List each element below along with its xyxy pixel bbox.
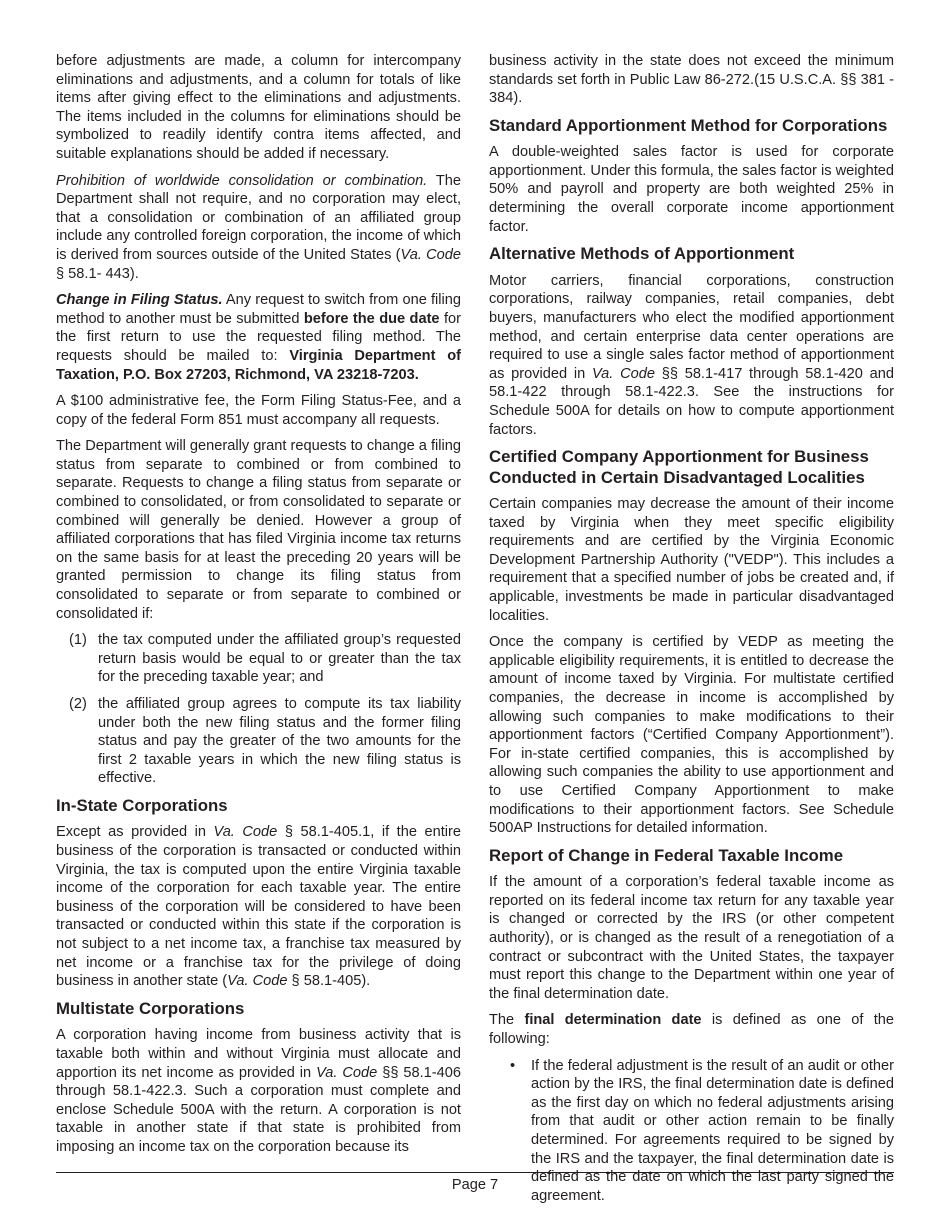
list-item: (1) the tax computed under the affiliated group’s requested return basis would be equal to or greater than the tax for the preceding taxable year; and (69, 632, 461, 686)
certified-heading: Certified Company Apportionment for Business Conducted in Certain Disadvantaged Localities (489, 447, 869, 487)
list-item: (2) the affiliated group agrees to compute its tax liability under both the new filing status and the former filing status and pay the greater of the two amounts for the first 2 taxable years in which the new filing status is effective. (69, 696, 461, 787)
intro-paragraph: before adjustments are made, a column for intercompany eliminations and adjustments, and a column for totals of like items after giving effect to the eliminations and adjustments. The items included in the columns for eliminations should be symbolized to readily identify contra items affected, and suitable explanations should be added if necessary. (56, 53, 461, 162)
grant-paragraph: The Department will generally grant requests to change a filing status from separate to combined or from combined to separate. Requests to change a filing status from separate or combined to consolidated, or from consolidated to separate or combined will generally be denied. However a group of affiliated corporations that has filed Virginia income tax returns on the same basis for at least the preceding 20 years will be granted permission to change its filing status from consolidated to separate or from separate to combined or consolidated if: (56, 438, 461, 622)
prohibition-heading: Prohibition of worldwide consolidation or combination. (56, 172, 428, 189)
multistate-heading: Multistate Corporations (56, 998, 245, 1018)
continued-paragraph: business activity in the state does not exceed the minimum standards set forth in Public Law 86-272.(15 U.S.C.A. §§ 381 - 384). (489, 53, 894, 107)
list-item: • If the federal adjustment is the result of an audit or other action by the IRS, the final determination date is defined as the first day on which no federal adjustments arising from that audit or other action remain to be finally determined. For agreements required to be signed by the IRS and the taxpayer, the final determination date is defined as the date on which the last party signed the agreement. (510, 1057, 894, 1204)
standard-heading: Standard Apportionment Method for Corporations (489, 115, 888, 135)
fee-paragraph: A $100 administrative fee, the Form Filing Status-Fee, and a copy of the federal Form 851 must accompany all requests. (56, 393, 461, 428)
instate-paragraph: Except as provided in Va. Code § 58.1-405.1, if the entire business of the corporation is transacted or conducted within Virginia, the tax is computed upon the entire Virginia taxable income of the corporation for each taxable year. The entire business of the corporation will be considered to have been transacted or conducted within this state if the corporation is not subject to a net income tax, a franchise tax measured by net income or a franchise tax for the privilege of doing business in another state (Va. Code § 58.1-405). (56, 824, 461, 990)
multistate-paragraph: A corporation having income from business activity that is taxable both within and without Virginia must allocate and apportion its net income as provided in Va. Code §§ 58.1-406 through 58.1-422.3. Such a corporation must complete and enclose Schedule 500A with the return. A corporation is not taxable in another state if that state is prohibited from imposing an income tax on the corporation because its (56, 1027, 461, 1155)
standard-paragraph: A double-weighted sales factor is used for corporate apportionment. Under this formula, the sales factor is weighted 50% and payroll and property are both weighted 25% in determining the overall corporate income apportionment factor. (489, 144, 894, 235)
report-paragraph-2: The final determination date is defined as one of the following: (489, 1012, 895, 1048)
certified-paragraph-1: Certain companies may decrease the amount of their income taxed by Virginia when they meet specific eligibility requirements and are certified by the Virginia Economic Development Partnership Authority ("VEDP"). This includes a requirement that a specified number of jobs be created and, if applicable, investments be made in particular disadvantaged localities. (489, 496, 894, 624)
mailing-address: Virginia Department of Taxation, P.O. Box 27203, Richmond, VA 23218-7203. (56, 347, 462, 383)
report-paragraph-1: If the amount of a corporation’s federal taxable income as reported on its federal income tax return for any taxable year is changed or corrected by the IRS (or other competent authority), or is changed as the result of a renegotiation of a contract or subcontract with the United States, the taxpayer must report this change to the Department within one year of the final determination date. (489, 874, 894, 1002)
left-column (56, 52, 461, 1164)
prohibition-paragraph: Prohibition of worldwide consolidation or combination. The Department shall not require, and no corporation may elect, that a consolidation or combination of an affiliated group include any controlled foreign corporation, the income of which is derived from sources outside of the United States (Va. Code § 58.1- 443). (56, 172, 461, 282)
page-number: Page 7 (451, 1177, 499, 1193)
footer-divider (56, 1172, 894, 1173)
instate-heading: In-State Corporations (56, 795, 228, 815)
right-column (489, 52, 894, 1205)
conditions-list (56, 631, 461, 788)
report-heading: Report of Change in Federal Taxable Income (489, 845, 844, 865)
change-filing-heading: Change in Filing Status. (56, 292, 223, 309)
change-filing-paragraph: Change in Filing Status. Any request to switch from one filing method to another must be submitted before the due date for the first return to use the requested filing method. The requests should be mailed to: Virginia Department of Taxation, P.O. Box 27203, Richmond, VA 23218-7203. (56, 292, 462, 383)
alternative-heading: Alternative Methods of Apportionment (489, 244, 795, 264)
bullet-icon: • (510, 1057, 516, 1074)
alternative-paragraph: Motor carriers, financial corporations, construction corporations, railway companies, retail companies, debt buyers, manufacturers who elect the modified apportionment method, and certain enterprise data center operations are required to use a single sales factor method of apportionment as provided in Va. Code §§ 58.1-417 through 58.1-420 and 58.1-422 through 58.1-422.3. See the instructions for Schedule 500A for details on how to compute apportionment factors. (489, 272, 894, 438)
certified-paragraph-2: Once the company is certified by VEDP as meeting the applicable eligibility requirements, it is entitled to decrease the amount of income taxed by Virginia. For multistate certified companies, the decrease in income is accomplished by allowing such companies to make modifications to their apportionment factors (“Certified Company Apportionment”). For in-state certified companies, this is accomplished by allowing such companies the ability to use apportionment and to use Certified Company Apportionment to make modifications to their apportionment factors. See Schedule 500AP Instructions for detailed information. (489, 634, 894, 837)
